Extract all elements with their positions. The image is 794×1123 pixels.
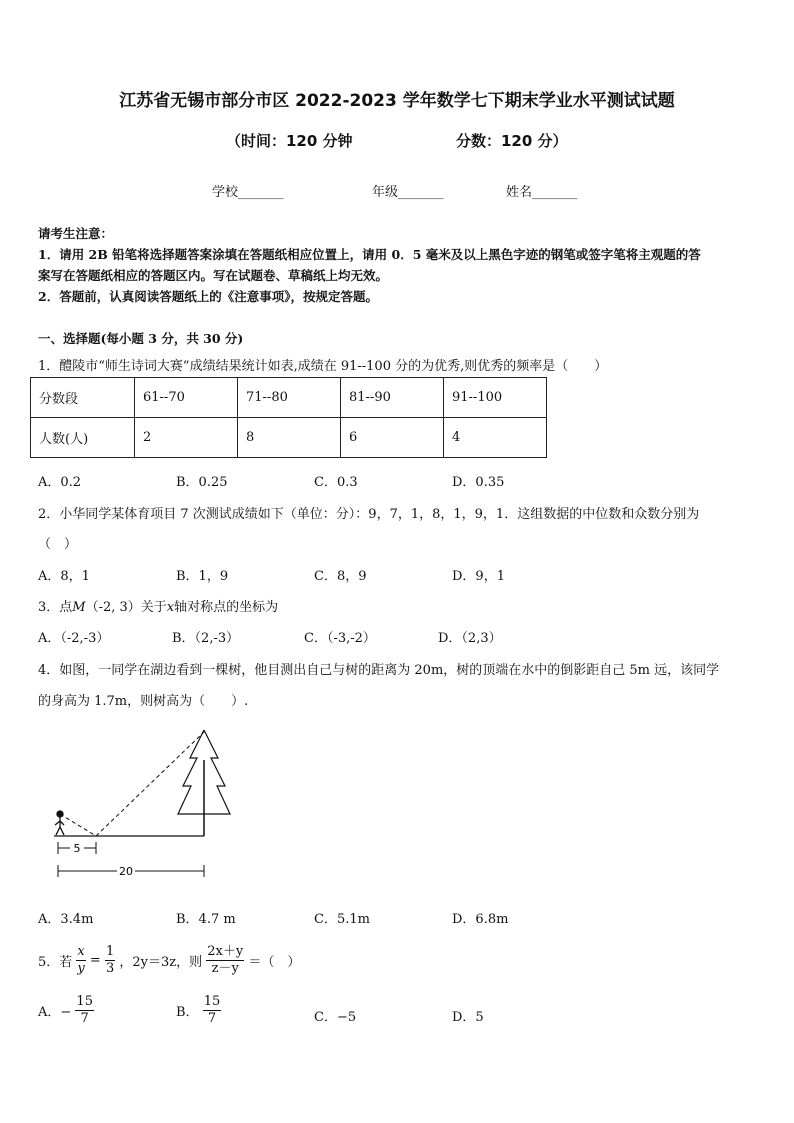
notes-line-2: 2．答题前，认真阅读答题纸上的《注意事项》，按规定答题。 [38, 289, 378, 304]
q3-option-a[interactable]: A．（-2,-3） [38, 631, 110, 646]
notes-line-1b: 案写在答题纸相应的答题区内。写在试题卷、草稿纸上均无效。 [38, 268, 389, 283]
q5-opt-a-pre: A．− [38, 1005, 72, 1020]
section-heading: 一、选择题(每小题 3 分，共 30 分) [38, 331, 244, 346]
q4-option-d[interactable]: D．6.8m [452, 912, 509, 927]
notes-heading: 请考生注意： [38, 226, 114, 241]
q2-option-b[interactable]: B．1，9 [176, 569, 229, 584]
q3-axis: x [166, 600, 175, 615]
score-table [30, 377, 547, 458]
q5-frac-one-third [105, 944, 115, 977]
table-row [31, 378, 547, 418]
sight-line-reflection [96, 732, 204, 836]
q5-opt-a-frac [75, 994, 94, 1027]
q3-var: M [72, 600, 86, 615]
table-cell: 2 [135, 418, 238, 458]
q3-post: 轴对称点的坐标为 [174, 600, 279, 615]
q5-opt-b-num: 15 [203, 994, 221, 1009]
person-icon [55, 811, 64, 835]
q1-option-c[interactable]: C．0.3 [314, 475, 358, 490]
table-cell: 6 [341, 418, 444, 458]
table-cell: 分数段 [31, 378, 135, 418]
q1-option-a[interactable]: A．0.2 [38, 475, 82, 490]
q5-frac-expr [206, 944, 244, 977]
q3-option-b[interactable]: B．（2,-3） [172, 631, 240, 646]
name-field: 姓名_______ [506, 185, 578, 200]
notes-line-1: 1．请用 2B 铅笔将选择题答案涂填在答题纸相应位置上，请用 0．5 毫米及以上黑色字迹的钢笔或签字笔将主观题的答 [38, 247, 701, 262]
q5-x: x [77, 944, 85, 959]
table-cell: 91--100 [444, 378, 547, 418]
q2-option-c[interactable]: C．8，9 [314, 569, 367, 584]
q5-option-c[interactable]: C．−5 [314, 1010, 357, 1025]
table-cell: 61--70 [135, 378, 238, 418]
q3-coord: （-2, 3）关于 [85, 600, 167, 615]
question-4-cont: 的身高为 1.7m，则树高为（ ）. [38, 694, 249, 709]
dim-20-label: 20 [119, 865, 133, 878]
table-cell: 71--80 [238, 378, 341, 418]
q5-cond: ，2y＝3z，则 [119, 955, 203, 970]
table-row [31, 418, 547, 458]
table-cell: 人数(人) [31, 418, 135, 458]
q1-option-b[interactable]: B．0.25 [176, 475, 228, 490]
q5-option-b[interactable] [176, 994, 221, 1027]
question-2: 2．小华同学某体育项目 7 次测试成绩如下（单位：分）：9，7，1，8，1，9，1．这组数据的中位数和众数分别为 [38, 507, 700, 522]
question-2-cont: （ ） [38, 537, 78, 552]
q3-option-d[interactable]: D．（2,3） [438, 631, 502, 646]
q5-opt-a-num: 15 [76, 994, 93, 1009]
q5-option-a[interactable] [38, 994, 94, 1027]
tree-figure [40, 722, 240, 884]
grade-field: 年级_______ [372, 185, 444, 200]
q5-three: 3 [105, 961, 115, 976]
table-cell: 8 [238, 418, 341, 458]
question-1: 1．醴陵市“师生诗词大赛”成绩结果统计如表,成绩在 91--100 分的为优秀,则优秀的频率是（ ） [38, 359, 608, 374]
page-title: 江苏省无锡市部分市区 2022-2023 学年数学七下期末学业水平测试试题 [119, 91, 675, 111]
q4-option-a[interactable]: A．3.4m [38, 912, 94, 927]
q5-num: 2x＋y [207, 944, 244, 959]
question-3 [38, 596, 278, 615]
exam-time: （时间：120 分钟 [226, 132, 353, 150]
sight-line-eye [60, 814, 96, 836]
exam-score: 分数：120 分） [456, 132, 568, 150]
q1-option-d[interactable]: D．0.35 [452, 475, 505, 490]
q5-opt-b-pre: B． [176, 1005, 199, 1020]
q5-one: 1 [105, 944, 115, 959]
q4-option-b[interactable]: B．4.7 m [176, 912, 236, 927]
q5-den: z－y [211, 961, 239, 976]
table-cell: 4 [444, 418, 547, 458]
question-5: 5．若 $\frac{x}{y}$ = $\frac{1}{3}$ ，2y＝3z，则 $\frac{2x+y}{z-y}$ ＝（ ） [38, 944, 301, 976]
q5-post: ＝（ ） [248, 955, 301, 970]
q5-frac-xy [76, 944, 85, 977]
q4-option-c[interactable]: C．5.1m [314, 912, 370, 927]
question-4: 4．如图，一同学在湖边看到一棵树，他目测出自己与树的距离为 20m，树的顶端在水中的倒影距自己 5m 远，该同学 [38, 663, 720, 678]
q5-opt-b-frac [203, 994, 222, 1027]
dim-5-label: 5 [73, 842, 81, 855]
table-cell: 81--90 [341, 378, 444, 418]
q5-option-d[interactable]: D．5 [452, 1010, 484, 1025]
q5-opt-a-den: 7 [80, 1011, 89, 1026]
school-field: 学校_______ [212, 185, 284, 200]
q5-opt-b-den: 7 [207, 1011, 217, 1026]
q2-option-d[interactable]: D．9，1 [452, 569, 505, 584]
q3-pre: 3．点 [38, 600, 73, 615]
q5-y: y [77, 961, 85, 976]
q5-pre: 5．若 [38, 955, 73, 970]
q2-option-a[interactable]: A．8，1 [38, 569, 90, 584]
q3-option-c[interactable]: C．（-3,-2） [304, 631, 376, 646]
